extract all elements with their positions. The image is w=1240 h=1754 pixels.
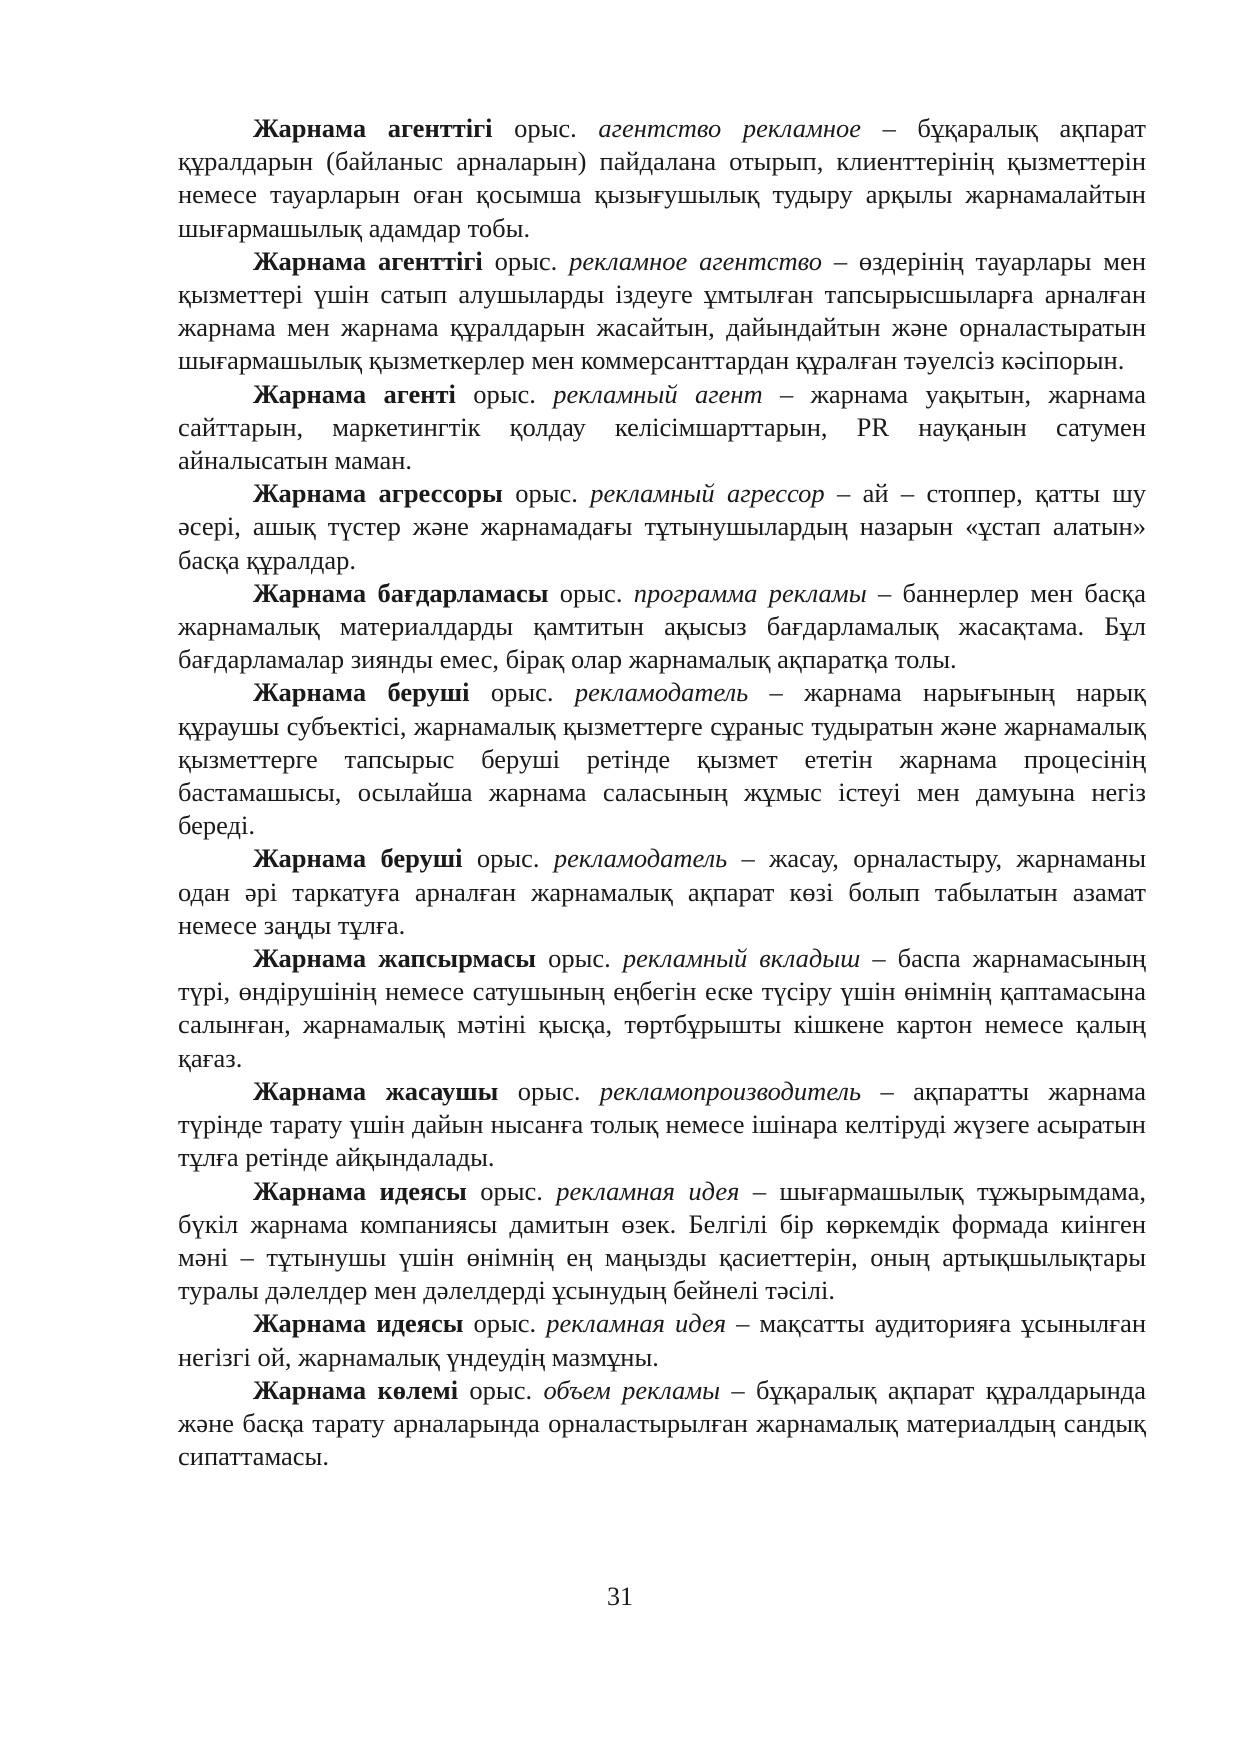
entry-language-tag: орыс. bbox=[473, 1308, 537, 1339]
entry-definition: – бұқаралық ақпарат құралдарын (байланыс арналарын) пайдалана отырып, клиенттерінің қызметтерін немесе тауарларын оған қосымша қызығушылық тудыру арқылы жарнамалайтын шығармашылық адамдар тобы. bbox=[178, 113, 1146, 243]
entry-definition: – баспа жарнамасының түрі, өндірушінің немесе сатушының еңбегін еске түсіру үшін өнімнің қаптамасына салынған, жарнамалық мәтіні қысқа, төртбұрышты кішкене картон немесе қалың қағаз. bbox=[178, 943, 1147, 1073]
entry-russian-equivalent: рекламный вкладыш bbox=[622, 943, 861, 974]
entry-russian-equivalent: рекламопроизводитель bbox=[599, 1075, 862, 1106]
entry-definition: – жарнама уақытын, жарнама сайттарын, маркетингтік қолдау келісімшарттарын, PR науқанын сатумен айналысатын маман. bbox=[178, 378, 1147, 476]
entry-russian-equivalent: рекламный агрессор bbox=[590, 478, 825, 509]
glossary-entry bbox=[178, 378, 1146, 478]
entry-definition: – жарнама нарығының нарық құраушы субъектісі, жарнамалық қызметтерге сұраныс тудыратын және жарнамалық қызметтерге тапсырыс беруші ретінде қызмет ететін жарнама процесінің бастамашысы, осылайша жарнама саласының жұмыс істеуі мен дамуына негіз береді. bbox=[178, 677, 1147, 841]
entry-russian-equivalent: рекламная идея bbox=[556, 1175, 740, 1206]
entry-russian-equivalent: объем рекламы bbox=[543, 1374, 721, 1405]
entry-definition: – жасау, орналастыру, жарнаманы одан әрі таркатуға арналған жарнамалық ақпарат көзі болып табылатын азамат немесе заңды тұлға. bbox=[178, 843, 1147, 940]
entry-language-tag: орыс. bbox=[548, 943, 611, 974]
glossary-entry bbox=[178, 112, 1146, 245]
glossary-entry bbox=[178, 1175, 1146, 1308]
glossary-entry bbox=[178, 1374, 1146, 1474]
entry-language-tag: орыс. bbox=[514, 113, 577, 143]
entry-definition: – шығармашылық тұжырымдама, бүкіл жарнама компаниясы дамитын өзек. Белгілі бір көркемдік формада киінген мәні – тұтынушы үшін өнімнің ең маңызды қасиеттерін, оның артықшылықтары туралы дәлелдер мен дәлелдерді ұсынудың бейнелі тәсілі. bbox=[178, 1175, 1146, 1306]
entry-russian-equivalent: агентство рекламное bbox=[598, 113, 862, 143]
entry-term: Жарнама беруші bbox=[253, 677, 470, 708]
entry-term: Жарнама идеясы bbox=[253, 1175, 467, 1206]
entry-term: Жарнама агенті bbox=[253, 378, 456, 409]
glossary-entry bbox=[178, 245, 1146, 378]
entry-language-tag: орыс. bbox=[473, 378, 536, 409]
entry-language-tag: орыс. bbox=[476, 843, 540, 874]
entry-term: Жарнама бағдарламасы bbox=[253, 577, 549, 608]
entry-russian-equivalent: рекламная идея bbox=[546, 1308, 727, 1339]
entry-term: Жарнама агрессоры bbox=[253, 478, 503, 509]
glossary-entry bbox=[178, 842, 1146, 942]
entry-russian-equivalent: рекламодатель bbox=[574, 677, 749, 708]
glossary-entry bbox=[178, 477, 1146, 577]
entry-language-tag: орыс. bbox=[515, 478, 578, 509]
entry-language-tag: орыс. bbox=[480, 1175, 543, 1206]
entry-language-tag: орыс. bbox=[469, 1374, 533, 1405]
entry-term: Жарнама агенттігі bbox=[253, 113, 493, 143]
entry-definition: – мақсатты аудиторияға ұсынылған негізгі ой, жарнамалық үндеудің мазмұны. bbox=[178, 1308, 1147, 1372]
entry-definition: – өздерінің тауарлары мен қызметтері үшін сатып алушыларды іздеуге ұмтылған тапсырысшыларға арналған жарнама мен жарнама құралдарын жасайтын, дайындайтын және орналастыратын шығармашылық қызметкерлер мен коммерсанттардан құралған тәуелсіз кәсіпорын. bbox=[178, 245, 1147, 376]
entry-definition: – ай – стоппер, қатты шу әсері, ашық түстер және жарнамадағы тұтынушылардың назарын «ұстап алатын» басқа құралдар. bbox=[178, 478, 1147, 575]
entry-russian-equivalent: программа рекламы bbox=[633, 577, 867, 608]
glossary-entry bbox=[178, 1307, 1146, 1373]
entry-definition: – баннерлер мен басқа жарнамалық материалдарды қамтитын ақысыз бағдарламалық жасақтама. Бұл бағдарламалар зиянды емес, бірақ олар жарнамалық ақпаратқа толы. bbox=[178, 577, 1147, 675]
entry-language-tag: орыс. bbox=[490, 677, 554, 708]
glossary-page bbox=[178, 112, 1146, 1473]
page-number: 31 bbox=[607, 1582, 633, 1611]
entry-term: Жарнама беруші bbox=[253, 843, 463, 874]
entry-russian-equivalent: рекламный агент bbox=[553, 378, 763, 409]
entry-russian-equivalent: рекламодатель bbox=[553, 843, 728, 874]
entry-term: Жарнама жапсырмасы bbox=[253, 943, 536, 974]
glossary-entry bbox=[178, 577, 1146, 677]
glossary-entry bbox=[178, 1075, 1146, 1175]
entry-language-tag: орыс. bbox=[559, 577, 623, 608]
entry-term: Жарнама жасаушы bbox=[253, 1075, 499, 1106]
entry-definition: – бұқаралық ақпарат құралдарында және басқа тарату арналарында орналастырылған жарнамалық материалдың сандық сипаттамасы. bbox=[178, 1374, 1147, 1472]
entry-language-tag: орыс. bbox=[517, 1075, 581, 1106]
entry-term: Жарнама агенттігі bbox=[253, 245, 483, 276]
glossary-entry bbox=[178, 676, 1146, 842]
entry-language-tag: орыс. bbox=[494, 245, 558, 276]
glossary-entry bbox=[178, 942, 1146, 1075]
entry-russian-equivalent: рекламное агентство bbox=[569, 245, 823, 276]
entry-definition: – ақпаратты жарнама түрінде тарату үшін дайын нысанға толық немесе ішінара келтіруді жүзеге асыратын тұлға ретінде айқындалады. bbox=[178, 1075, 1147, 1173]
entry-term: Жарнама көлемі bbox=[253, 1374, 459, 1405]
entry-term: Жарнама идеясы bbox=[253, 1308, 464, 1339]
